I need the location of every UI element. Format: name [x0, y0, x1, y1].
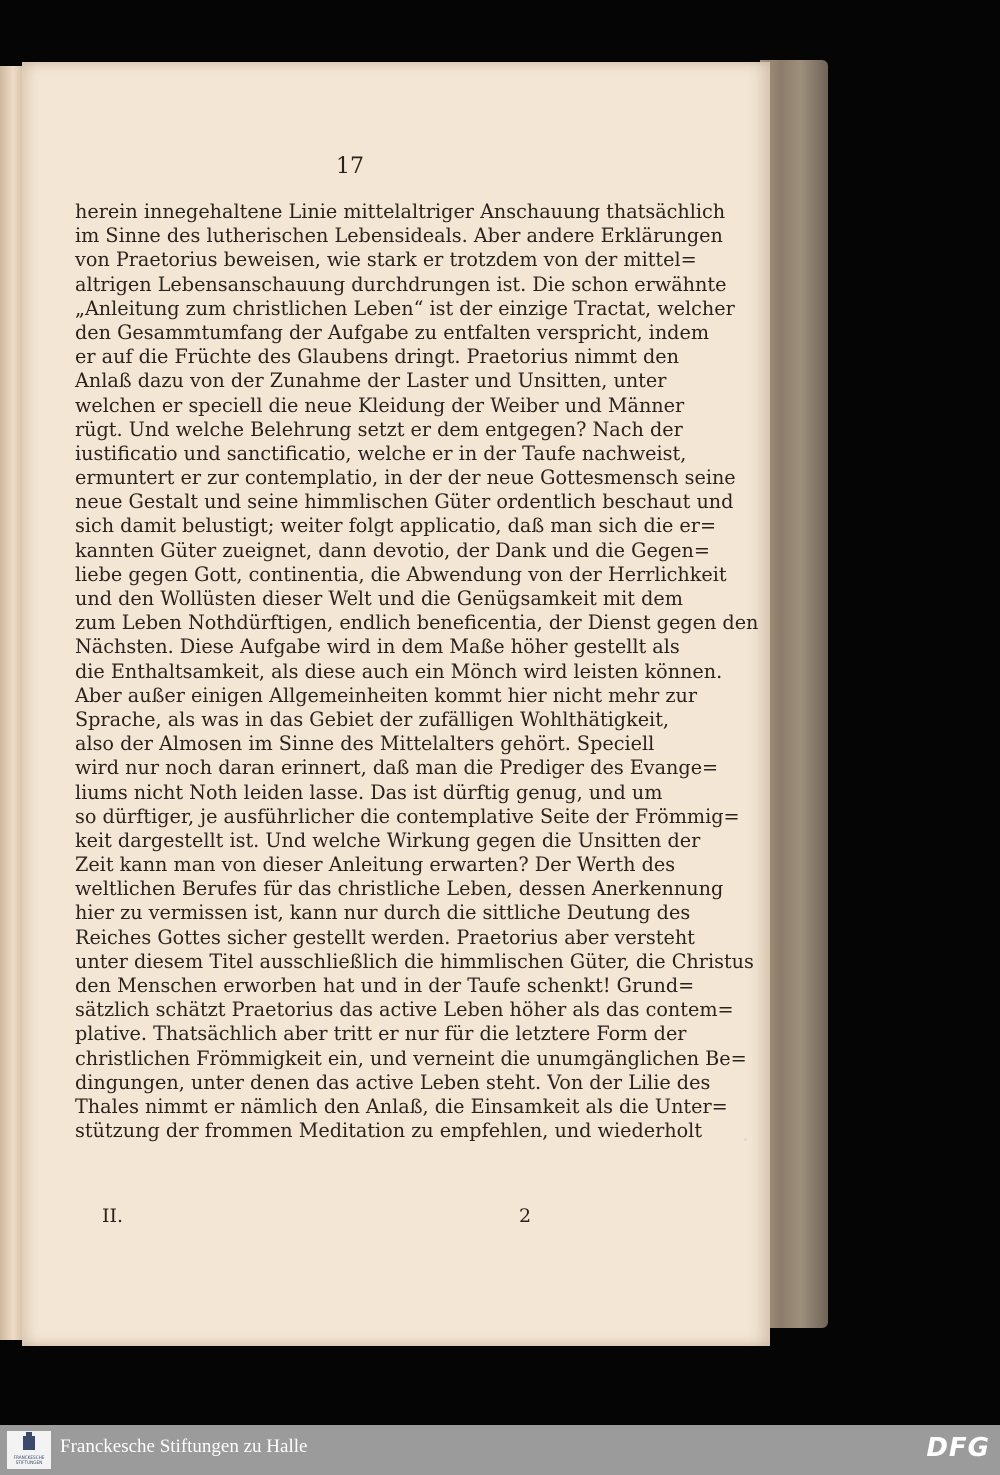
dust-speck [744, 1138, 747, 1141]
text-line: stützung der frommen Meditation zu empfehlen, und wiederholt [75, 1119, 703, 1143]
text-line: Nächsten. Diese Aufgabe wird in dem Maße höher gestellt als [75, 635, 680, 659]
text-line: rügt. Und welche Belehrung setzt er dem entgegen? Nach der [75, 417, 683, 441]
text-line: sätzlich schätzt Praetorius das active Leben höher als das contem= [75, 998, 734, 1022]
text-line: ermuntert er zur contemplatio, in der der neue Gottesmensch seine [75, 466, 736, 490]
text-line: Aber außer einigen Allgemeinheiten kommt hier nicht mehr zur [75, 683, 697, 707]
text-line: die Enthaltsamkeit, als diese auch ein Mönch wird leisten können. [75, 659, 723, 683]
text-line: sich damit belustigt; weiter folgt applicatio, daß man sich die er= [75, 514, 717, 538]
signature-mark: II. [102, 1205, 124, 1227]
dfg-logo: DFG [926, 1433, 990, 1463]
text-line: Anlaß dazu von der Zunahme der Laster und Unsitten, unter [75, 369, 667, 393]
text-line: christlichen Frömmigkeit ein, und verneint die unumgänglichen Be= [75, 1046, 747, 1070]
text-line: hier zu vermissen ist, kann nur durch die sittliche Deutung des [75, 901, 691, 925]
text-line: er auf die Früchte des Glaubens dringt. Praetorius nimmt den [75, 345, 679, 369]
text-line: also der Almosen im Sinne des Mittelalters gehört. Speciell [75, 732, 655, 756]
institution-name: Franckesche Stiftungen zu Halle [60, 1436, 308, 1457]
text-line: plative. Thatsächlich aber tritt er nur für die letztere Form der [75, 1022, 687, 1046]
text-line: Sprache, als was in das Gebiet der zufälligen Wohlthätigkeit, [75, 707, 670, 731]
book-page [22, 62, 770, 1346]
sheet-number: 2 [519, 1205, 532, 1227]
text-line: liums nicht Noth leiden lasse. Das ist dürftig genug, und um [75, 780, 663, 804]
text-line: zum Leben Nothdürftigen, endlich beneficentia, der Dienst gegen den [75, 611, 759, 635]
text-line: dingungen, unter denen das active Leben steht. Von der Lilie des [75, 1070, 711, 1094]
text-line: so dürftiger, je ausführlicher die contemplative Seite der Frömmig= [75, 804, 740, 828]
text-line: iustificatio und sanctificatio, welche er in der Taufe nachweist, [75, 441, 687, 465]
text-line: unter diesem Titel ausschließlich die himmlischen Güter, die Christus [75, 949, 754, 973]
text-line: liebe gegen Gott, continentia, die Abwendung von der Herrlichkeit [75, 562, 727, 586]
text-line: keit dargestellt ist. Und welche Wirkung gegen die Unsitten der [75, 828, 701, 852]
text-line: den Menschen erworben hat und in der Taufe schenkt! Grund= [75, 974, 695, 997]
franckesche-logo [7, 1431, 51, 1469]
page-stack-edge [760, 60, 828, 1328]
text-line: „Anleitung zum christlichen Leben“ ist der einzige Tractat, welcher [75, 296, 735, 320]
text-line: den Gesammtumfang der Aufgabe zu entfalten verspricht, indem [75, 320, 710, 344]
text-line: Thales nimmt er nämlich den Anlaß, die Einsamkeit als die Unter= [75, 1094, 728, 1118]
page-number: 17 [336, 154, 364, 179]
viewer-footer [0, 1425, 1000, 1475]
logo-label: FRANCKESCHE STIFTUNGEN [13, 1455, 45, 1465]
building-icon [23, 1436, 35, 1450]
text-line: Reiches Gottes sicher gestellt werden. Praetorius aber versteht [75, 925, 695, 949]
facing-page-edge [0, 66, 23, 1340]
text-line: wird nur noch daran erinnert, daß man die Prediger des Evange= [75, 756, 719, 780]
text-line: im Sinne des lutherischen Lebensideals. Aber andere Erklärungen [75, 224, 723, 248]
text-line: herein innegehaltene Linie mittelaltriger Anschauung thatsächlich [75, 200, 726, 223]
text-line: von Praetorius beweisen, wie stark er trotzdem von der mittel= [75, 248, 697, 272]
text-line: kannten Güter zueignet, dann devotio, der Dank und die Gegen= [75, 538, 710, 562]
body-text [75, 200, 759, 1143]
text-line: altrigen Lebensanschauung durchdrungen ist. Die schon erwähnte [75, 272, 727, 296]
text-line: welchen er speciell die neue Kleidung der Weiber und Männer [75, 393, 685, 417]
text-line: Zeit kann man von dieser Anleitung erwarten? Der Werth des [75, 853, 676, 877]
text-line: weltlichen Berufes für das christliche Leben, dessen Anerkennung [75, 877, 724, 901]
text-line: neue Gestalt und seine himmlischen Güter ordentlich beschaut und [75, 490, 734, 514]
text-line: und den Wollüsten dieser Welt und die Genügsamkeit mit dem [75, 587, 683, 610]
